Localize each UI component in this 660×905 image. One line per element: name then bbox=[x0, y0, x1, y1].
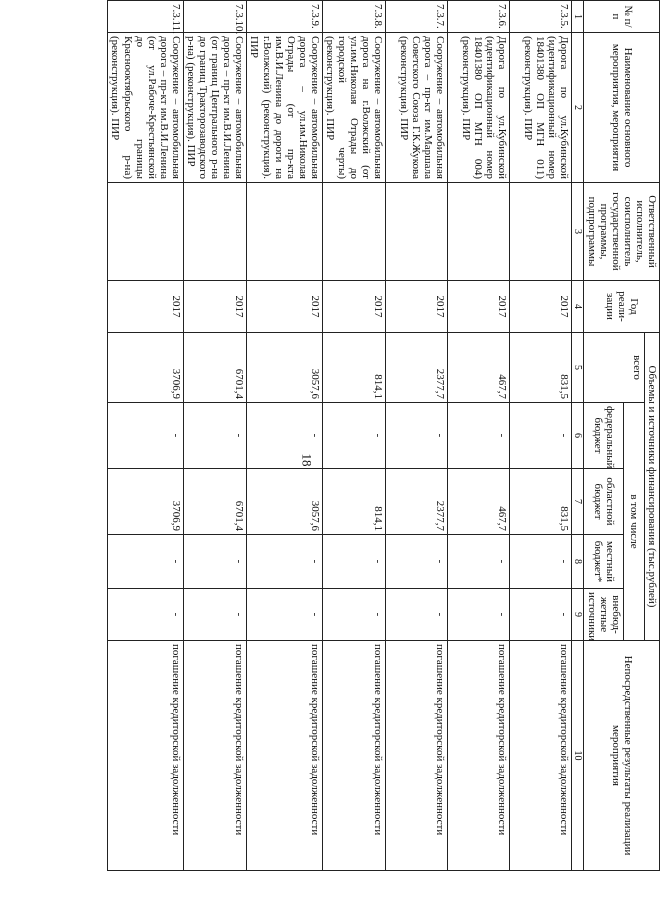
row-total: 3706,9 bbox=[108, 333, 184, 403]
header-executor: Ответственный исполнитель, соисполнитель государственной программы, подпрограммы bbox=[584, 183, 660, 281]
col-index: 5 bbox=[572, 333, 584, 403]
table-row bbox=[183, 1, 246, 871]
row-executor bbox=[183, 183, 246, 281]
row-regional: 3706,9 bbox=[108, 469, 184, 535]
row-executor bbox=[108, 183, 184, 281]
row-year: 2017 bbox=[247, 281, 323, 333]
row-local: - bbox=[448, 535, 510, 589]
table-row bbox=[247, 1, 323, 871]
col-index: 7 bbox=[572, 469, 584, 535]
header-funding: Объемы и источники финансирования (тыс.рублей) bbox=[644, 333, 659, 641]
row-extra: - bbox=[322, 589, 385, 641]
row-executor bbox=[386, 183, 448, 281]
row-federal: - bbox=[322, 403, 385, 469]
row-name: Дорога по ул.Кубинской (идентификационный номер 18401380 ОП МГН 011) (реконструкция). ПИР bbox=[510, 33, 572, 183]
row-executor bbox=[510, 183, 572, 281]
rotated-table-wrapper bbox=[80, 0, 660, 870]
row-name: Сооружение – автомобильная дорога – пр-кт им.В.И.Ленина (от ул.Рабоче-Крестьянской до границы Краснооктябрьского р-на) (реконструкция). ПИР bbox=[108, 33, 184, 183]
col-index: 6 bbox=[572, 403, 584, 469]
row-executor bbox=[322, 183, 385, 281]
column-index-row bbox=[572, 1, 584, 871]
row-local: - bbox=[510, 535, 572, 589]
row-num: 7.3.8. bbox=[322, 1, 385, 33]
header-local: местный бюджет* bbox=[584, 535, 623, 589]
row-federal: - bbox=[183, 403, 246, 469]
row-year: 2017 bbox=[183, 281, 246, 333]
row-result: погашение кредиторской задолженности bbox=[386, 641, 448, 871]
row-total: 3057,6 bbox=[247, 333, 323, 403]
col-index: 8 bbox=[572, 535, 584, 589]
header-results: Непосредственные результаты реализации мероприятия bbox=[584, 641, 660, 871]
row-local: - bbox=[322, 535, 385, 589]
row-total: 814,1 bbox=[322, 333, 385, 403]
row-year: 2017 bbox=[108, 281, 184, 333]
row-regional: 2377,7 bbox=[386, 469, 448, 535]
row-year: 2017 bbox=[510, 281, 572, 333]
row-result: погашение кредиторской задолженности bbox=[510, 641, 572, 871]
table-row bbox=[108, 1, 184, 871]
row-num: 7.3.6. bbox=[448, 1, 510, 33]
row-num: 7.3.11. bbox=[108, 1, 184, 33]
row-num: 7.3.7. bbox=[386, 1, 448, 33]
col-index: 4 bbox=[572, 281, 584, 333]
page-number: 18 bbox=[299, 453, 315, 467]
row-regional: 6701,4 bbox=[183, 469, 246, 535]
row-result: погашение кредиторской задолженности bbox=[247, 641, 323, 871]
header-incl: в том числе bbox=[623, 403, 644, 641]
header-num: № п/п bbox=[584, 1, 660, 33]
row-regional: 3057,6 bbox=[247, 469, 323, 535]
col-index: 3 bbox=[572, 183, 584, 281]
row-name: Сооружение – автомобильная дорога на г.Волжский (от ул.им.Николая Отрады до городской черты) (реконструкция). ПИР bbox=[322, 33, 385, 183]
row-extra: - bbox=[247, 589, 323, 641]
row-local: - bbox=[247, 535, 323, 589]
table-row bbox=[448, 1, 510, 871]
row-total: 467,7 bbox=[448, 333, 510, 403]
col-index: 2 bbox=[572, 33, 584, 183]
row-extra: - bbox=[108, 589, 184, 641]
header-regional: областной бюджет bbox=[584, 469, 623, 535]
row-year: 2017 bbox=[448, 281, 510, 333]
row-total: 6701,4 bbox=[183, 333, 246, 403]
table-row bbox=[510, 1, 572, 871]
table-row bbox=[386, 1, 448, 871]
row-regional: 814,1 bbox=[322, 469, 385, 535]
row-local: - bbox=[108, 535, 184, 589]
row-extra: - bbox=[183, 589, 246, 641]
col-index: 9 bbox=[572, 589, 584, 641]
row-total: 2377,7 bbox=[386, 333, 448, 403]
row-name: Дорога по ул.Кубинской (идентификационный номер 18401380 ОП МГН 004) (реконструкция). ПИР bbox=[448, 33, 510, 183]
row-local: - bbox=[386, 535, 448, 589]
row-extra: - bbox=[386, 589, 448, 641]
row-year: 2017 bbox=[386, 281, 448, 333]
row-num: 7.3.10. bbox=[183, 1, 246, 33]
header-total: всего bbox=[584, 333, 644, 403]
col-index: 10 bbox=[572, 641, 584, 871]
row-result: погашение кредиторской задолженности bbox=[183, 641, 246, 871]
table-row bbox=[322, 1, 385, 871]
row-federal: - bbox=[448, 403, 510, 469]
row-year: 2017 bbox=[322, 281, 385, 333]
row-extra: - bbox=[510, 589, 572, 641]
header-federal: федеральный бюджет bbox=[584, 403, 623, 469]
row-num: 7.3.9. bbox=[247, 1, 323, 33]
row-name: Сооружение – автомобильная дорога – ул.им.Николая Отрады (от пр-кта им.В.И.Ленина до дороги на г.Волжский) (реконструкция). ПИР bbox=[247, 33, 323, 183]
row-num: 7.3.5. bbox=[510, 1, 572, 33]
row-federal: - bbox=[386, 403, 448, 469]
row-federal: - bbox=[247, 403, 323, 469]
row-federal: - bbox=[510, 403, 572, 469]
funding-table bbox=[107, 0, 660, 871]
row-local: - bbox=[183, 535, 246, 589]
header-extra: внебюд-жетные источники bbox=[584, 589, 623, 641]
row-name: Сооружение – автомобильная дорога – пр-кт им.В.И.Ленина (от границ Центрального р-на до границ Тракторозаводского р-на) (реконструкция). ПИР bbox=[183, 33, 246, 183]
row-extra: - bbox=[448, 589, 510, 641]
row-name: Сооружение – автомобильная дорога – пр-кт им.Маршала Советского Союза Г.К.Жукова (реконструкция). ПИР bbox=[386, 33, 448, 183]
row-regional: 831,5 bbox=[510, 469, 572, 535]
row-executor bbox=[448, 183, 510, 281]
row-executor bbox=[247, 183, 323, 281]
row-regional: 467,7 bbox=[448, 469, 510, 535]
row-result: погашение кредиторской задолженности bbox=[448, 641, 510, 871]
row-result: погашение кредиторской задолженности bbox=[322, 641, 385, 871]
row-total: 831,5 bbox=[510, 333, 572, 403]
row-result: погашение кредиторской задолженности bbox=[108, 641, 184, 871]
col-index: 1 bbox=[572, 1, 584, 33]
header-name: Наименование основного мероприятия, мероприятия bbox=[584, 33, 660, 183]
row-federal: - bbox=[108, 403, 184, 469]
header-year: Год реали-зации bbox=[584, 281, 660, 333]
